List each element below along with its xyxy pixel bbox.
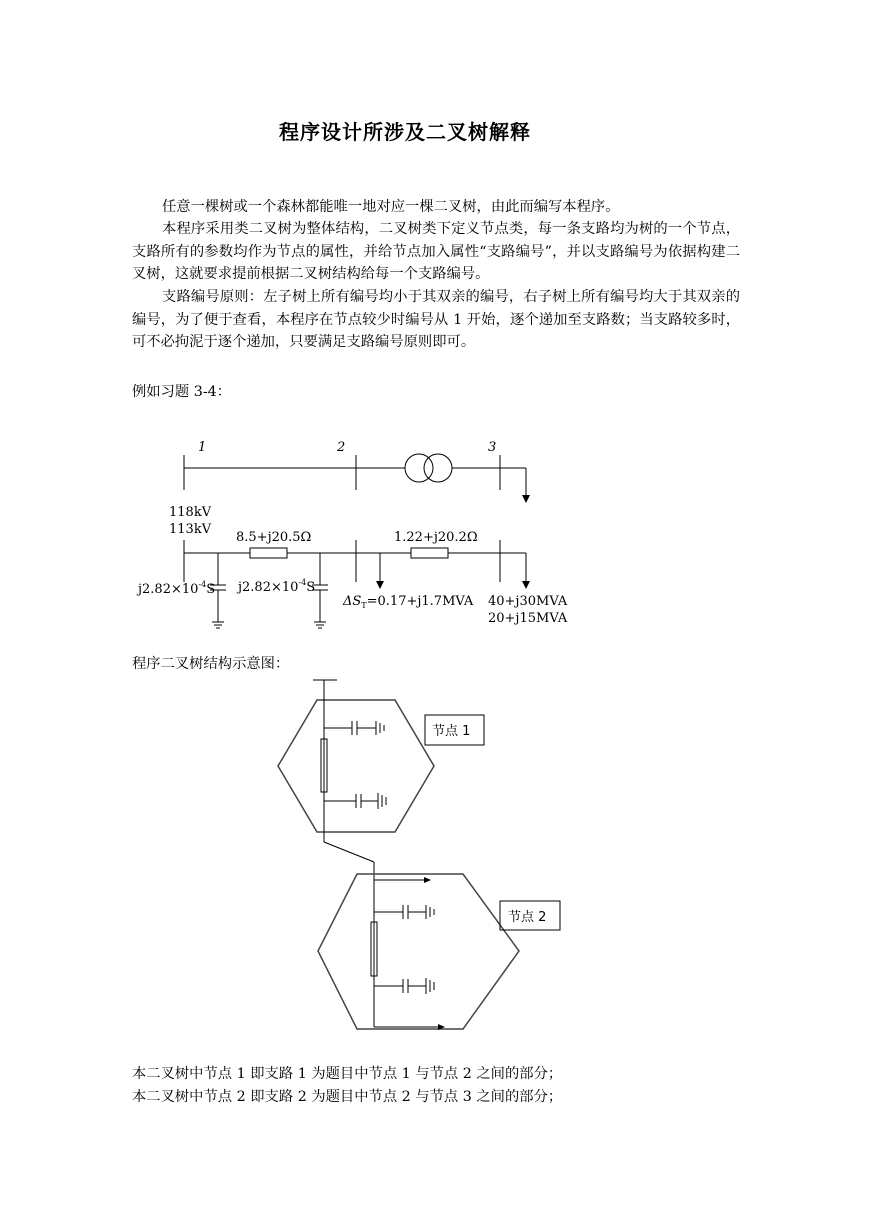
tree-link-diagonal [324,842,374,862]
node-2-top-arrow [424,877,431,883]
top-load-arrow [522,495,530,503]
note-node-1: 本二叉树中节点 1 即支路 1 为题目中节点 1 与节点 2 之间的部分； [132,1066,563,1082]
paragraph-numbering-rule: 支路编号原则：左子树上所有编号均小于其双亲的编号，右子树上所有编号均大于其双亲的编号，为了便于查看，本程序在节点较少时编号从 1 开始，逐个递加至支路数；当支路较多时，可不必拘泥于逐个递加，只要满足支路编号原则即可。 [132,289,740,350]
load-1-label: 40+j30MVA [488,594,568,609]
node-2-impedance [371,922,377,976]
voltage-low-label: 113kV [169,522,212,537]
transformer-loss-label: $\Delta S_T=0.17+j1.7MVA$ [343,594,474,610]
node-2-label: 节点 2 [508,910,547,925]
node-1-label: 节点 1 [432,724,471,739]
transformer-winding-2 [424,454,452,482]
node-2-bottom-arrow [438,1024,445,1030]
bus-label-1: 1 [198,440,207,455]
node-1-label-box [425,715,484,745]
tree-caption: 程序二叉树结构示意图： [132,656,290,672]
impedance-1-resistor [250,548,287,558]
impedance-1-label: 8.5+j20.5Ω [236,530,312,545]
shunt-1-label: $j2.82\times 10^{-4}S$ [138,580,216,597]
loss-load-arrow [376,581,384,589]
impedance-2-resistor [411,548,448,558]
node-2-hexagon [318,874,519,1029]
paragraph-intro: 任意一棵树或一个森林都能唯一地对应一棵二叉树，由此而编写本程序。 [162,199,620,215]
impedance-2-label: 1.22+j20.2Ω [394,530,478,545]
bus-label-3: 3 [488,440,497,455]
shunt-2-label: $j2.82\times 10^{-4}S$ [238,578,316,595]
node-2-label-box [500,901,560,930]
example-label: 例如习题 3-4： [132,384,232,400]
bus-label-2: 2 [337,440,346,455]
node-1-hexagon [278,700,434,832]
note-node-2: 本二叉树中节点 2 即支路 2 为题目中节点 2 与节点 3 之间的部分； [132,1089,563,1105]
paragraph-structure: 本程序采用类二叉树为整体结构，二叉树类下定义节点类，每一条支路均为树的一个节点，支路所有的参数均作为节点的属性，并给节点加入属性“支路编号”，并以支路编号为依据构建二叉树，这就要求提前根据二叉树结构给每一个支路编号。 [132,221,740,282]
node-1-impedance [321,739,327,792]
voltage-high-label: 118kV [169,505,212,520]
transformer-winding-1 [405,454,433,482]
load-2-label: 20+j15MVA [488,611,568,626]
page-title: 程序设计所涉及二叉树解释 [279,120,531,144]
end-load-arrow [522,581,530,589]
